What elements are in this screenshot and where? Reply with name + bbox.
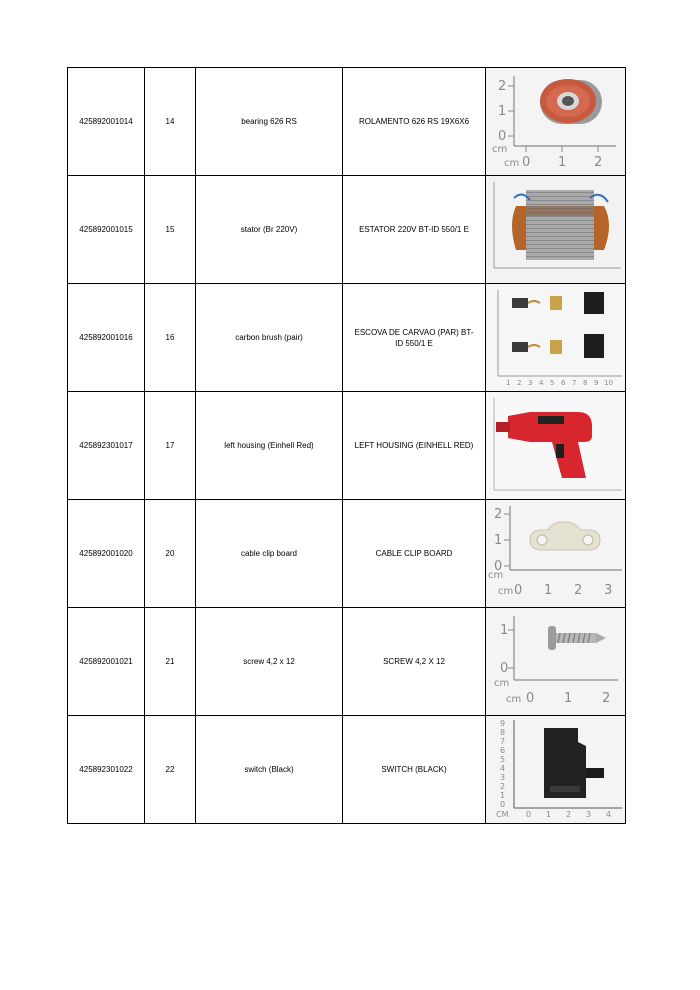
scale-label: 4 [500, 764, 506, 773]
part-image-cell [486, 68, 626, 176]
scale-label: 0 [526, 691, 535, 706]
scale-label: 3 [528, 379, 533, 387]
scale-label: 8 [583, 379, 588, 387]
scale-label: 1 [506, 379, 511, 387]
position-number: 17 [145, 392, 196, 500]
scale-label: 1 [494, 533, 503, 548]
scale-label: 2 [500, 782, 506, 791]
part-name-pt: LEFT HOUSING (EINHELL RED) [343, 392, 486, 500]
scale-unit: cm [504, 158, 520, 169]
position-number: 14 [145, 68, 196, 176]
scale-unit: cm [492, 144, 508, 155]
part-image-cell [486, 608, 626, 716]
part-image-cell [486, 500, 626, 608]
part-image-cell [486, 284, 626, 392]
table-row [68, 68, 626, 176]
article-number: 425892001016 [68, 284, 145, 392]
scale-label: 0 [494, 559, 503, 574]
scale-label: 4 [606, 810, 612, 819]
scale-label: 9 [594, 379, 599, 387]
scale-label: 4 [539, 379, 544, 387]
scale-label: 1 [498, 104, 507, 119]
scale-label: 2 [602, 691, 611, 706]
scale-label: 2 [494, 507, 503, 522]
scale-label: 7 [572, 379, 577, 387]
cable-clip-photo [486, 500, 625, 607]
carbon-brush-photo [486, 284, 625, 391]
part-name-en: carbon brush (pair) [196, 284, 343, 392]
scale-label: 5 [500, 755, 506, 764]
table-row [68, 176, 626, 284]
scale-unit: cm [506, 694, 522, 705]
drill-housing-photo [486, 392, 625, 499]
part-name-en: cable clip board [196, 500, 343, 608]
position-number: 21 [145, 608, 196, 716]
scale-label: 2 [574, 583, 583, 598]
scale-label: 0 [498, 129, 507, 144]
switch-photo [486, 716, 625, 823]
part-name-pt: CABLE CLIP BOARD [343, 500, 486, 608]
table-row [68, 392, 626, 500]
part-name-pt: ROLAMENTO 626 RS 19X6X6 [343, 68, 486, 176]
article-number: 425892001021 [68, 608, 145, 716]
scale-label: 0 [514, 583, 523, 598]
scale-label: 1 [558, 155, 567, 170]
table-row [68, 608, 626, 716]
scale-label: 6 [561, 379, 566, 387]
scale-label: 2 [498, 79, 507, 94]
scale-label: 3 [500, 773, 506, 782]
scale-unit: cm [498, 586, 514, 597]
scale-label: 1 [546, 810, 552, 819]
screw-photo [486, 608, 625, 715]
spare-parts-table [67, 67, 626, 824]
scale-label: 3 [604, 583, 613, 598]
scale-label: 7 [500, 737, 506, 746]
scale-label: 5 [550, 379, 555, 387]
scale-label: 9 [500, 719, 506, 728]
part-name-en: left housing (Einhell Red) [196, 392, 343, 500]
scale-label: 0 [500, 800, 506, 809]
stator-photo [486, 176, 625, 283]
table-row [68, 716, 626, 824]
part-name-pt: ESCOVA DE CARVAO (PAR) BT-ID 550/1 E [343, 284, 486, 392]
part-name-pt: ESTATOR 220V BT-ID 550/1 E [343, 176, 486, 284]
part-image-cell [486, 392, 626, 500]
part-image-cell [486, 176, 626, 284]
scale-unit: cm [488, 570, 504, 581]
part-name-pt: SWITCH (BLACK) [343, 716, 486, 824]
scale-label: 2 [594, 155, 603, 170]
scale-label: 2 [517, 379, 522, 387]
position-number: 22 [145, 716, 196, 824]
scale-label: 0 [526, 810, 532, 819]
scale-label: 0 [522, 155, 531, 170]
position-number: 16 [145, 284, 196, 392]
article-number: 425892001015 [68, 176, 145, 284]
part-name-pt: SCREW 4,2 X 12 [343, 608, 486, 716]
table-row [68, 284, 626, 392]
position-number: 20 [145, 500, 196, 608]
part-name-en: bearing 626 RS [196, 68, 343, 176]
article-number: 425892001020 [68, 500, 145, 608]
article-number: 425892001014 [68, 68, 145, 176]
table-row [68, 500, 626, 608]
scale-label: 10 [604, 379, 613, 387]
article-number: 425892301022 [68, 716, 145, 824]
scale-label: 2 [566, 810, 572, 819]
scale-unit: cm [494, 678, 510, 689]
scale-label: 6 [500, 746, 506, 755]
position-number: 15 [145, 176, 196, 284]
part-name-en: stator (Br 220V) [196, 176, 343, 284]
bearing-photo [486, 68, 625, 175]
part-image-cell [486, 716, 626, 824]
part-name-en: screw 4,2 x 12 [196, 608, 343, 716]
scale-label: 3 [586, 810, 592, 819]
scale-label: 1 [544, 583, 553, 598]
part-name-en: switch (Black) [196, 716, 343, 824]
scale-label: 1 [500, 791, 506, 800]
article-number: 425892301017 [68, 392, 145, 500]
scale-label: 0 [500, 661, 509, 676]
scale-label: 1 [564, 691, 573, 706]
scale-label: 1 [500, 623, 509, 638]
bearing-icon [540, 79, 602, 124]
scale-unit: CM [496, 810, 509, 819]
scale-label: 8 [500, 728, 506, 737]
